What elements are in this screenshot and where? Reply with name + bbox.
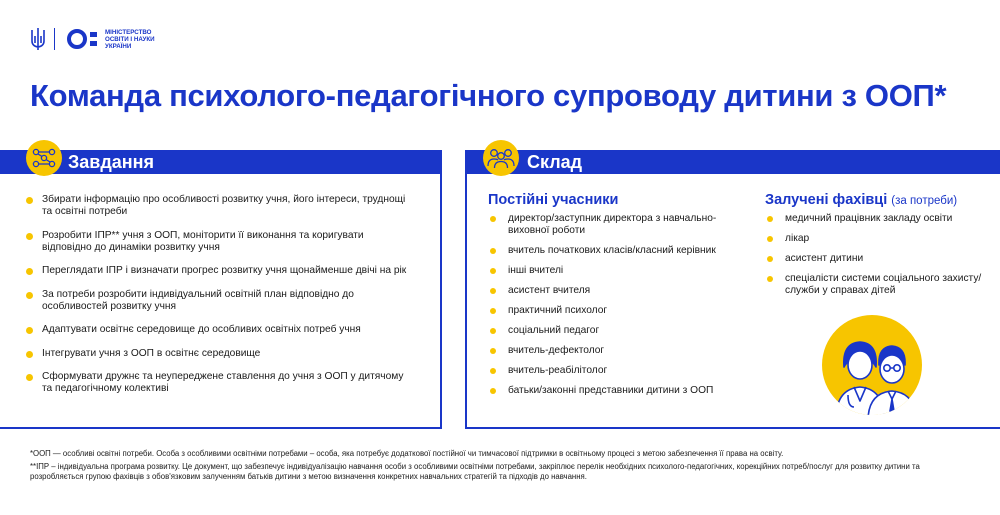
list-item: спеціалісти системи соціального захисту/служби у справах дітей: [767, 273, 982, 297]
tasks-network-icon: [26, 140, 62, 176]
list-item: асистент дитини: [767, 253, 982, 265]
involved-specialists-note: (за потреби): [891, 195, 958, 207]
team-heading: Склад: [465, 150, 1000, 174]
task-item: Інтегрувати учня з ООП в освітнє середовище: [26, 348, 416, 360]
ministry-logo: [30, 24, 155, 54]
tasks-list: [26, 194, 416, 407]
task-item: Переглядати ІПР і визначати прогрес розвитку учня щонайменше двічі на рік: [26, 265, 416, 277]
footnote-oop: *ООП — особливі освітні потреби. Особа з особливими освітніми потребами – особа, яка потребує додаткової постійної чи тимчасової підтримки в освітньому процесі з метою забезпечення її права на освіту.: [30, 449, 784, 458]
page-title: Команда психолого-педагогічного супроводу дитини з ООП*: [30, 78, 947, 113]
task-item: Сформувати дружнє та неупереджене ставлення до учня з ООП у дитячому та педагогічному колективі: [26, 371, 416, 395]
list-item: директор/заступник директора з навчально-виховної роботи: [490, 213, 750, 237]
list-item: вчитель-дефектолог: [490, 345, 750, 357]
list-item: медичний працівник закладу освіти: [767, 213, 982, 225]
list-item: лікар: [767, 233, 982, 245]
trident-icon: [30, 27, 46, 51]
list-item: інші вчителі: [490, 265, 750, 277]
list-item: асистент вчителя: [490, 285, 750, 297]
task-item: Адаптувати освітнє середовище до особливих освітніх потреб учня: [26, 324, 416, 336]
mon-logo-icon: [67, 29, 97, 49]
task-item: Розробити ІПР** учня з ООП, моніторити її виконання та коригувати відповідно до динаміки розвитку учня: [26, 230, 416, 254]
permanent-members-list: [490, 213, 750, 405]
specialists-illustration-icon: [822, 315, 922, 415]
list-item: соціальний педагог: [490, 325, 750, 337]
logo-divider: [54, 28, 55, 50]
tasks-heading: Завдання: [0, 150, 442, 174]
involved-specialists-title: [765, 192, 957, 208]
permanent-members-title: Постійні учасники: [488, 192, 619, 208]
list-item: батьки/законні представники дитини з ООП: [490, 385, 750, 397]
involved-specialists-list: [767, 213, 982, 305]
footnote-ipr: **ІПР – індивідуальна програма розвитку. Це документ, що забезпечує індивідуалізацію навчання особи з особливими освітніми потребами, закріплює перелік необхідних психолого-педагогічних, корекційних потреб/послуг для розвитку дитини та розробляється групою фахівців з обов'язковим залученням батьків дитини з метою визначення конкретних навчальних стратегій та підходів до навчання.: [30, 462, 920, 481]
list-item: вчитель початкових класів/класний керівник: [490, 245, 750, 257]
involved-specialists-label: Залучені фахівці: [765, 192, 888, 208]
team-people-icon: [483, 140, 519, 176]
task-item: За потреби розробити індивідуальний освітній план відповідно до особливостей розвитку учня: [26, 289, 416, 313]
list-item: практичний психолог: [490, 305, 750, 317]
task-item: Збирати інформацію про особливості розвитку учня, його інтереси, труднощі та освітні потреби: [26, 194, 416, 218]
list-item: вчитель-реабілітолог: [490, 365, 750, 377]
ministry-name: МІНІСТЕРСТВО ОСВІТИ І НАУКИ УКРАЇНИ: [105, 28, 155, 50]
